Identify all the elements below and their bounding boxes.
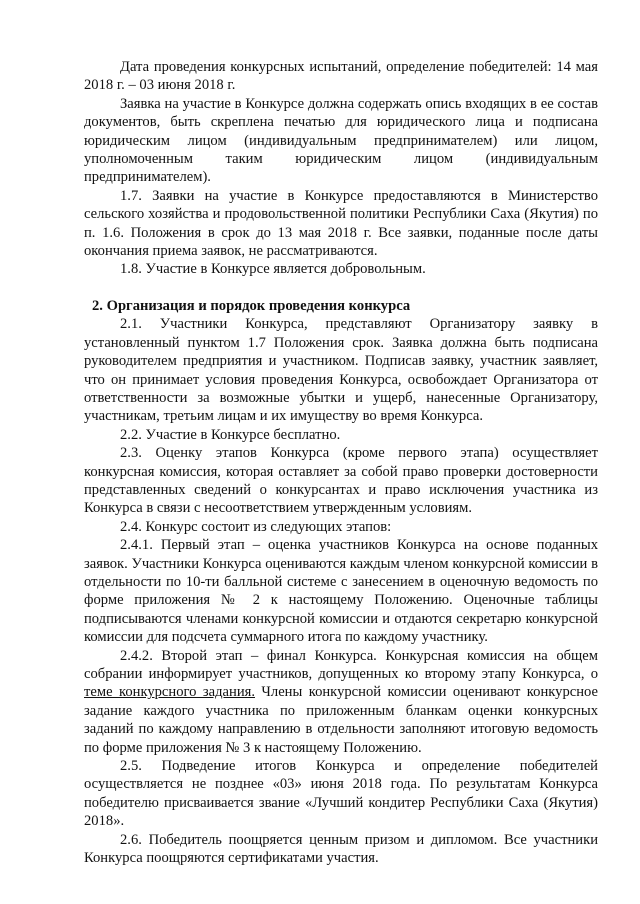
document-body — [84, 58, 598, 867]
section-gap — [84, 279, 598, 297]
paragraph-2-4: 2.4. Конкурс состоит из следующих этапов: — [120, 518, 392, 535]
underlined-phrase: теме конкурсного задания. — [84, 684, 255, 701]
paragraph-2-6: 2.6. Победитель поощряется ценным призом и дипломом. Все участники Конкурса поощряются сертификатами участия. — [84, 831, 598, 867]
paragraph-2-4-2 — [84, 647, 598, 757]
paragraph-2-5: 2.5. Подведение итогов Конкурса и определение победителей осуществляется не позднее «03» июня 2018 года. По результатам Конкурса победителю присваивается звание «Лучший кондитер Республики Саха (Якутия) 2018». — [84, 758, 598, 830]
paragraph-1-8: 1.8. Участие в Конкурсе является добровольным. — [120, 261, 426, 278]
paragraph-application-content: Заявка на участие в Конкурсе должна содержать опись входящих в ее состав документов, быть скреплена печатью для юридического лица и подписана юридическим лицом (индивидуальным предпринимателем) или лицом, уполномоченным таким юридическим лицом (индивидуальным предпринимателем). — [84, 95, 598, 186]
paragraph-2-4-1: 2.4.1. Первый этап – оценка участников Конкурса на основе поданных заявок. Участники Конкурса оцениваются каждым членом конкурсной комиссии в отдельности по 10-ти балльной системе с занесением в оценочную ведомость по форме приложения № 2 к настоящему Положению. Оценочные таблицы подписываются членами конкурсной комиссии и отдаются секретарю конкурсной комиссии для подсчета суммарного итога по каждому участнику. — [84, 537, 598, 646]
section-heading-2: 2. Организация и порядок проведения конкурса — [92, 297, 411, 314]
paragraph-dates: Дата проведения конкурсных испытаний, определение победителей: 14 мая 2018 г. – 03 июня 2018 г. — [84, 59, 598, 94]
paragraph-2-1: 2.1. Участники Конкурса, представляют Организатору заявку в установленный пунктом 1.7 Положения срок. Заявка должна быть подписана руководителем предприятия и участником. Подписав заявку, участник заявляет, что он принимает условия проведения Конкурса, освобождает Организатора от ответственности за возможные убытки и ущерб, нанесенные Организатору, участникам, третьим лицам и их имуществу во время Конкурса. — [84, 316, 598, 425]
paragraph-2-4-2-end: Члены конкурсной комиссии оценивают конкурсное задание каждого участника по приложенным бланкам оценки конкурсных заданий по каждому направлению в отдельности заполняют итоговую ведомость по форме приложения № 3 к настоящему Положению. — [84, 684, 598, 756]
paragraph-1-7: 1.7. Заявки на участие в Конкурсе предоставляются в Министерство сельского хозяйства и продовольственной политики Республики Саха (Якутия) по п. 1.6. Положения в срок до 13 мая 2018 г. Все заявки, поданные после даты окончания приема заявок, не рассматриваются. — [84, 187, 598, 260]
paragraph-2-2: 2.2. Участие в Конкурсе бесплатно. — [120, 426, 341, 443]
paragraph-2-3: 2.3. Оценку этапов Конкурса (кроме первого этапа) осуществляет конкурсная комиссия, которая оставляет за собой право проверки достоверности представленных сведений о конкурсантах и право исключения участника из Конкурса в связи с несоответствием утвержденным условиям. — [84, 445, 598, 517]
paragraph-2-4-2-start: 2.4.2. Второй этап – финал Конкурса. Конкурсная комиссия на общем собрании информирует участников, допущенных ко второму этапу Конкурса, о — [84, 647, 598, 682]
